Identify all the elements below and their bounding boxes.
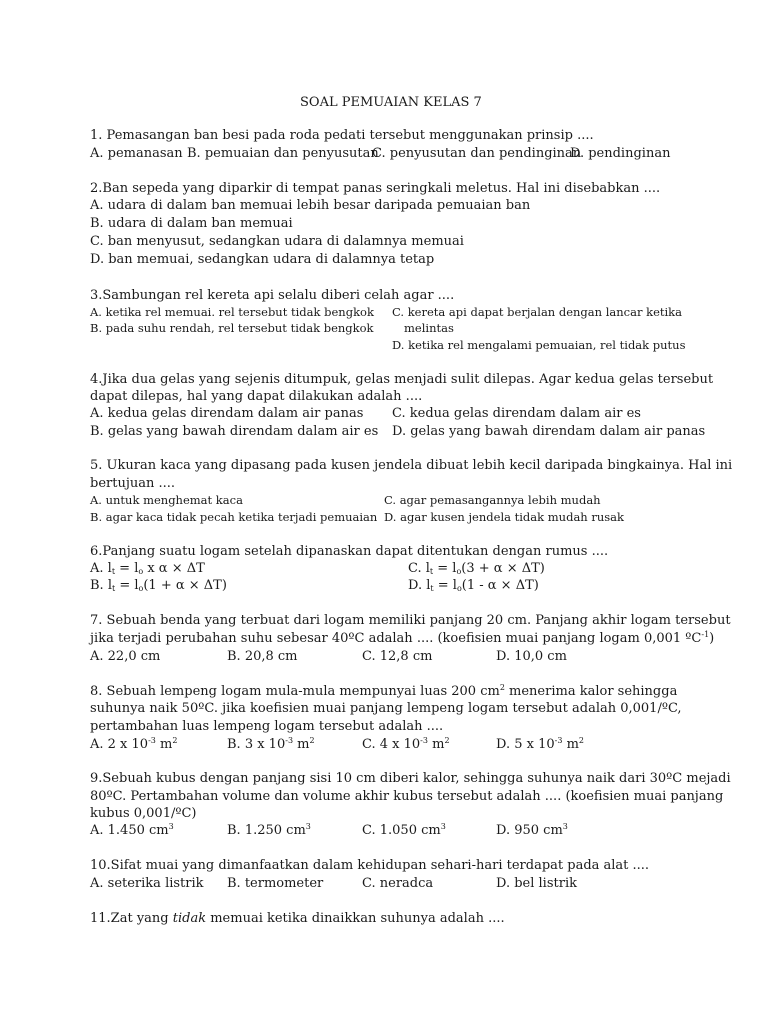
- question-4-option-c: C. kedua gelas direndam dalam air es: [392, 406, 641, 421]
- question-6-option-a: A. $l_t = l_o$ x α × ΔT: [90, 561, 205, 576]
- question-9-stem: 9.Sebuah kubus dengan panjang sisi 10 cm diberi kalor, sehingga suhunya naik dari 30ºC mejadi: [90, 771, 731, 786]
- question-5-option-a: A. untuk menghemat kaca: [90, 493, 243, 507]
- question-2-option-d: D. ban memuai, sedangkan udara di dalamnya tetap: [90, 252, 435, 267]
- question-4-option-b: B. gelas yang bawah direndam dalam air es: [90, 424, 379, 439]
- question-3-stem: 3.Sambungan rel kereta api selalu diberi celah agar ....: [90, 288, 455, 303]
- question-3-option-c: C. kereta api dapat berjalan dengan lancar ketika: [392, 305, 682, 319]
- question-5-option-d: D. agar kusen jendela tidak mudah rusak: [384, 510, 624, 524]
- question-4-option-d: D. gelas yang bawah direndam dalam air panas: [392, 424, 706, 439]
- question-5-stem: 5. Ukuran kaca yang dipasang pada kusen jendela dibuat lebih kecil daripada bingkainya. Hal ini: [90, 458, 733, 473]
- question-8-stem: 8. Sebuah lempeng logam mula-mula mempunyai luas 200 $cm^2$ menerima kalor sehingga: [90, 683, 678, 699]
- question-4-stem-cont: dapat dilepas, hal yang dapat dilakukan adalah ....: [90, 389, 423, 404]
- question-11-stem: 11.Zat yang tidak memuai ketika dinaikkan suhunya adalah ....: [90, 911, 505, 926]
- question-2-option-c: C. ban menyusut, sedangkan udara di dalamnya memuai: [90, 234, 464, 249]
- question-7-option-c: C. 12,8 cm: [362, 649, 433, 664]
- question-5-stem-cont: bertujuan ....: [90, 476, 176, 491]
- question-2-option-b: B. udara di dalam ban memuai: [90, 216, 293, 231]
- question-8-stem-cont-2: pertambahan luas lempeng logam tersebut adalah ....: [90, 719, 444, 734]
- question-7-option-b: B. 20,8 cm: [227, 649, 298, 664]
- question-2-stem: 2.Ban sepeda yang diparkir di tempat panas seringkali meletus. Hal ini disebabkan ....: [90, 181, 661, 196]
- question-7-stem-cont: jika terjadi perubahan suhu sebesar 40ºC adalah .... (koefisien muai panjang logam 0,001 ºC$^{-1}$): [90, 630, 715, 646]
- question-1-option-c: C. penyusutan dan pendinginan: [372, 146, 582, 161]
- question-1-option-d: D. pendinginan: [570, 146, 671, 161]
- question-3-option-d: D. ketika rel mengalami pemuaian, rel tidak putus: [392, 338, 686, 352]
- question-9-option-d: D. 950 $cm^3$: [496, 822, 568, 838]
- question-9-option-a: A. 1.450 $cm^3$: [90, 822, 174, 838]
- question-7-option-a: A. 22,0 cm: [90, 649, 161, 664]
- page-title: SOAL PEMUAIAN KELAS 7: [300, 95, 482, 110]
- question-10-option-b: B. termometer: [227, 876, 324, 891]
- question-6-option-c: C. $l_t = l_o(3 + \alpha \times \Delta T)$: [408, 561, 545, 576]
- question-9-stem-cont-2: kubus 0,001/ºC): [90, 806, 197, 821]
- question-6-option-d: D. $l_t = l_o(1 - \alpha \times \Delta T)$: [408, 578, 539, 593]
- question-1-stem: 1. Pemasangan ban besi pada roda pedati tersebut menggunakan prinsip ....: [90, 128, 594, 143]
- question-3-option-a: A. ketika rel memuai. rel tersebut tidak bengkok: [90, 305, 374, 319]
- question-8-stem-cont: suhunya naik 50ºC. jika koefisien muai panjang lempeng logam tersebut adalah 0,001/ºC,: [90, 701, 682, 716]
- question-3-option-b: B. pada suhu rendah, rel tersebut tidak bengkok: [90, 321, 374, 335]
- question-2-option-a: A. udara di dalam ban memuai lebih besar daripada pemuaian ban: [90, 198, 531, 213]
- question-3-option-c-cont: melintas: [404, 321, 454, 335]
- question-4-stem: 4.Jika dua gelas yang sejenis ditumpuk, gelas menjadi sulit dilepas. Agar kedua gelas tersebut: [90, 372, 714, 387]
- question-6-stem: 6.Panjang suatu logam setelah dipanaskan dapat ditentukan dengan rumus ....: [90, 544, 609, 559]
- question-8-option-b: B. 3 x $10^{-3}$ $m^2$: [227, 736, 315, 752]
- question-10-option-c: C. neradca: [362, 876, 434, 891]
- question-10-option-a: A. seterika listrik: [90, 876, 204, 891]
- question-6-option-b: B. $l_t = l_o(1 + \alpha \times \Delta T)$: [90, 578, 227, 593]
- question-9-option-c: C. 1.050 $cm^3$: [362, 822, 446, 838]
- question-7-stem: 7. Sebuah benda yang terbuat dari logam memiliki panjang 20 cm. Panjang akhir logam tersebut: [90, 613, 731, 628]
- question-8-option-d: D. 5 x $10^{-3}$ $m^2$: [496, 736, 584, 752]
- question-1-option-b: B. pemuaian dan penyusutan: [187, 146, 379, 161]
- question-8-option-c: C. 4 x $10^{-3}$ $m^2$: [362, 736, 450, 752]
- question-4-option-a: A. kedua gelas direndam dalam air panas: [90, 406, 364, 421]
- question-9-stem-cont: 80ºC. Pertambahan volume dan volume akhir kubus tersebut adalah .... (koefisien muai panjang: [90, 789, 724, 804]
- question-5-option-c: C. agar pemasangannya lebih mudah: [384, 493, 601, 507]
- question-9-option-b: B. 1.250 $cm^3$: [227, 822, 311, 838]
- question-1-option-a: A. pemanasan: [90, 146, 183, 161]
- question-10-option-d: D. bel listrik: [496, 876, 577, 891]
- question-8-option-a: A. 2 x $10^{-3}$ $m^2$: [90, 736, 178, 752]
- question-7-option-d: D. 10,0 cm: [496, 649, 567, 664]
- question-5-option-b: B. agar kaca tidak pecah ketika terjadi pemuaian: [90, 510, 378, 524]
- question-10-stem: 10.Sifat muai yang dimanfaatkan dalam kehidupan sehari-hari terdapat pada alat ....: [90, 858, 650, 873]
